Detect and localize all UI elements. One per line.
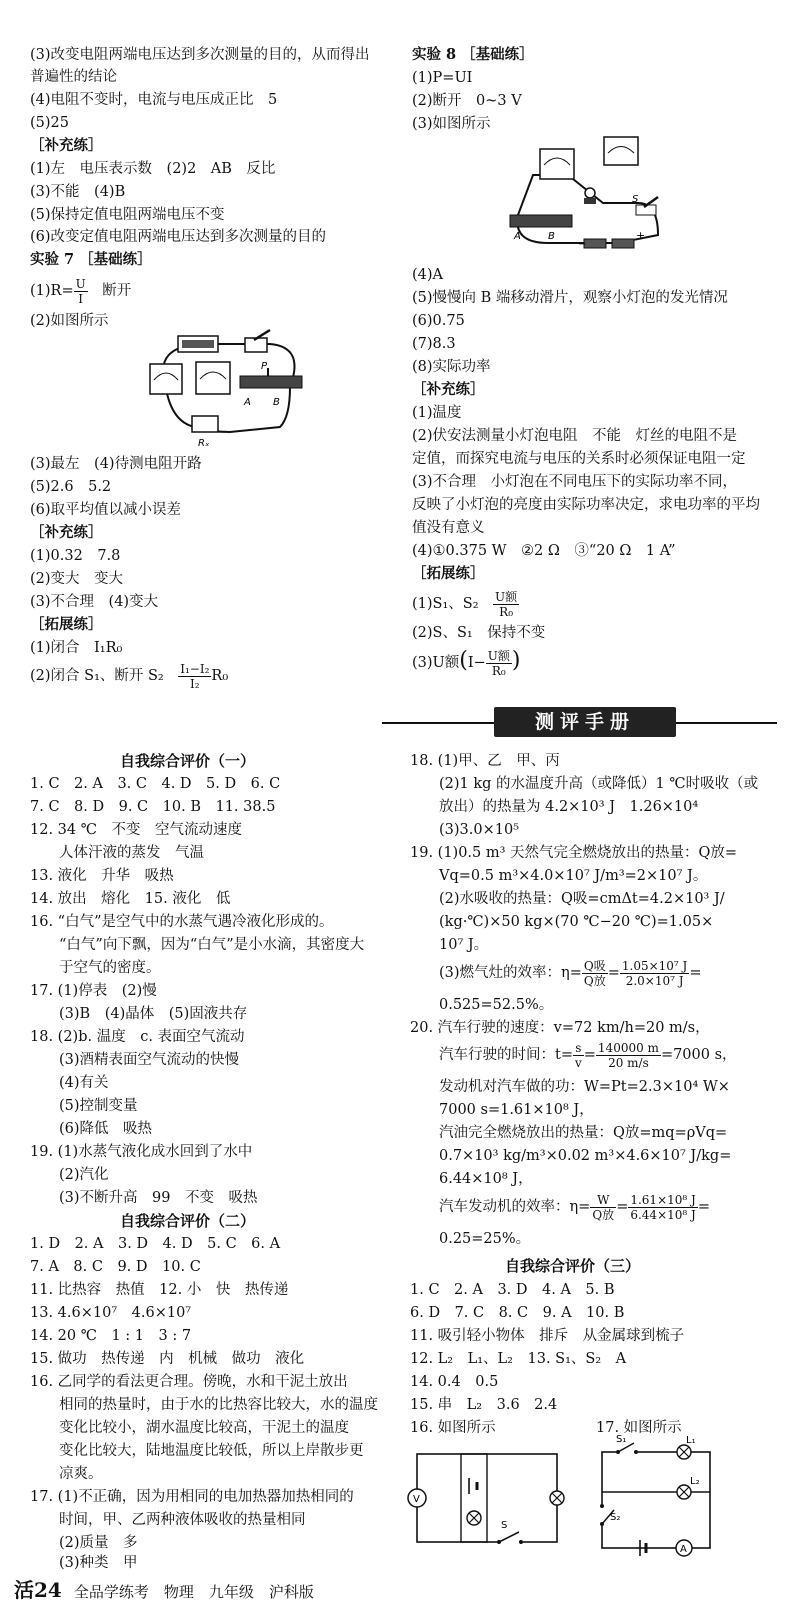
answer-line: 18. (1)甲、乙 甲、丙 <box>410 753 560 769</box>
circuit-figure-exp8 <box>508 135 668 255</box>
svg-text:S: S <box>632 194 639 205</box>
svg-text:B: B <box>548 231 555 242</box>
answer-line: (1)闭合 I₁R₀ <box>30 640 123 656</box>
formula-line: 汽车发动机的效率：η= $\frac{W}{\text{Q放}}$ = $\frac{\text{1.61×10⁸ J}}{\text{6.44×10⁸ J}}$ = <box>410 1192 710 1222</box>
page-number: 活24 <box>14 1578 62 1602</box>
answer-line: 变化比较小，湖水温度比较高，干泥土的温度 <box>30 1420 349 1436</box>
svg-text:L₂: L₂ <box>690 1476 700 1487</box>
answer-line: (kg·℃)×50 kg×(70 ℃−20 ℃)=1.05× <box>410 914 714 930</box>
answer-line: Vq=0.5 m³×4.0×10⁷ J/m³=2×10⁷ J。 <box>410 868 708 884</box>
answer-line: (5)慢慢向 B 端移动滑片，观察小灯泡的发光情况 <box>412 290 728 306</box>
formula-line: (1)R= $\frac{U}{I}$ 断开 <box>30 276 132 306</box>
answer-line: 13. 液化 升华 吸热 <box>30 868 174 884</box>
fraction: $\frac{W}{\text{Q放}}$ <box>592 1192 615 1222</box>
answer-line: (3)最左 (4)待测电阻开路 <box>30 456 202 472</box>
circuit-diagram-16 <box>405 1440 575 1555</box>
answer-line: 19. (1)0.5 m³ 天然气完全燃烧放出的热量：Q放= <box>410 845 738 861</box>
answer-line: (2)变大 变大 <box>30 571 124 587</box>
svg-text:A: A <box>244 397 251 408</box>
eval-title: 自我综合评价（一） <box>120 752 256 770</box>
answer-line: 人体汗液的蒸发 气温 <box>30 845 204 861</box>
answer-line: (3)3.0×10⁵ <box>410 822 520 838</box>
svg-text:S₁: S₁ <box>616 1434 627 1445</box>
answer-line: 13. 4.6×10⁷ 4.6×10⁷ <box>30 1305 192 1321</box>
answer-line: 放出）的热量为 4.2×10³ J 1.26×10⁴ <box>410 799 699 815</box>
page-footer <box>14 1574 314 1603</box>
answer-line: (2)汽化 <box>30 1167 109 1183</box>
experiment-heading: 实验 7 ［基础练］ <box>30 251 152 268</box>
answer-line: (5)控制变量 <box>30 1098 138 1114</box>
answer-line: (4)①0.375 W ②2 Ω ③“20 Ω 1 A” <box>412 543 676 559</box>
fraction: $\frac{\text{U额}}{\text{R₀}}$ <box>487 648 510 678</box>
answer-line: 1. D 2. A 3. D 4. D 5. C 6. A <box>30 1236 281 1252</box>
answer-line: 12. L₂ L₁、L₂ 13. S₁、S₂ A <box>410 1351 627 1367</box>
answer-line: (1)温度 <box>412 405 462 421</box>
answer-line: 15. 做功 热传递 内 机械 做功 液化 <box>30 1351 305 1367</box>
svg-text:S₂: S₂ <box>610 1512 621 1523</box>
answer-line: (1)P=UI <box>412 70 473 86</box>
fraction: $\frac{U}{I}$ <box>75 276 86 306</box>
answer-line: 11. 吸引轻小物体 排斥 从金属球到梳子 <box>410 1328 685 1344</box>
section-tag: ［拓展练］ <box>412 565 485 582</box>
answer-line: (4)A <box>412 267 444 283</box>
answer-line: (2)水吸收的热量：Q吸=cmΔt=4.2×10³ J/ <box>410 891 725 907</box>
formula-line: (3)燃气灶的效率：η= $\frac{\text{Q吸}}{\text{Q放}}$ = $\frac{\text{1.05×10⁷ J}}{\text{2.0×10⁷ J}}$ = <box>410 958 702 988</box>
answer-line: 反映了小灯泡的亮度由实际功率决定，求电功率的平均 <box>412 497 760 513</box>
answer-line: 6.44×10⁸ J， <box>410 1171 533 1187</box>
answer-line: 7. A 8. C 9. D 10. C <box>30 1259 201 1275</box>
answer-line: 16. “白气”是空气中的水蒸气遇冷液化形成的。 <box>30 914 334 930</box>
svg-text:L₁: L₁ <box>686 1435 696 1446</box>
answer-line: (5)2.6 5.2 <box>30 479 112 495</box>
formula-line: (2)闭合 S₁、断开 S₂ $\frac{\text{I₁−I₂}}{\text{I₂}}$ R₀ <box>30 661 229 691</box>
fraction: $\frac{\text{1.61×10⁸ J}}{\text{6.44×10⁸ J}}$ <box>630 1192 696 1222</box>
formula-line: 汽车行驶的时间：t= $\frac{s}{v}$ = $\frac{140000 m}{20 m/s}$ =7000 s， <box>410 1040 737 1070</box>
answer-line: 定值，而探究电流与电压的关系时必须保证电阻一定 <box>412 451 746 467</box>
answer-line: “白气”向下飘，因为“白气”是小水滴，其密度大 <box>30 937 365 953</box>
answer-line: 15. 串 L₂ 3.6 2.4 <box>410 1397 558 1413</box>
answer-line: (4)有关 <box>30 1075 109 1091</box>
answer-line: 14. 0.4 0.5 <box>410 1374 499 1390</box>
answer-line: 于空气的密度。 <box>30 960 161 976</box>
answer-line: 16. 乙同学的看法更合理。傍晚，水和干泥土放出 <box>30 1374 348 1390</box>
answer-line: 11. 比热容 热值 12. 小 快 热传递 <box>30 1282 289 1298</box>
answer-line: 18. (2)b. 温度 c. 表面空气流动 <box>30 1029 245 1045</box>
answer-line: 10⁷ J。 <box>410 937 489 953</box>
svg-text:V: V <box>413 1494 420 1505</box>
section-tag: ［补充练］ <box>30 524 103 541</box>
answer-line: 19. (1)水蒸气液化成水回到了水中 <box>30 1144 253 1160</box>
answer-line: 时间，甲、乙两种液体吸收的热量相同 <box>30 1512 306 1528</box>
answer-line: (6)取平均值以减小误差 <box>30 502 182 518</box>
answer-line: 1. C 2. A 3. D 4. A 5. B <box>410 1282 615 1298</box>
fraction: $\frac{140000 m}{20 m/s}$ <box>597 1040 659 1070</box>
eval-title: 自我综合评价（三） <box>505 1257 641 1275</box>
banner-title: 测评手册 <box>494 707 676 737</box>
answer-line: 1. C 2. A 3. C 4. D 5. D 6. C <box>30 776 281 792</box>
answer-line: (1)0.32 7.8 <box>30 548 121 564</box>
answer-line: (3)酒精表面空气流动的快慢 <box>30 1052 240 1068</box>
answer-line: 7. C 8. D 9. C 10. B 11. 38.5 <box>30 799 276 815</box>
formula-line: (3)U额(I− $\frac{\text{U额}}{\text{R₀}}$ ) <box>412 648 521 678</box>
fraction: $\frac{\text{U额}}{\text{R₀}}$ <box>495 589 518 619</box>
answer-line: (6)改变定值电阻两端电压达到多次测量的目的 <box>30 229 327 245</box>
svg-text:B: B <box>273 397 280 408</box>
section-tag: ［补充练］ <box>412 381 485 398</box>
answer-line: (2)S、S₁ 保持不变 <box>412 625 546 641</box>
answer-line: (3)B (4)晶体 (5)固液共存 <box>30 1006 248 1022</box>
answer-line: (2)质量 多 <box>30 1535 138 1551</box>
svg-text:−: − <box>578 239 587 250</box>
section-banner <box>382 707 777 737</box>
answer-line: (2)伏安法测量小灯泡电阻 不能 灯丝的电阻不是 <box>412 428 738 444</box>
answer-line: 17. (1)不正确，因为用相同的电加热器加热相同的 <box>30 1489 354 1505</box>
answer-line: (1)左 电压表示数 (2)2 AB 反比 <box>30 161 276 177</box>
fraction: $\frac{\text{1.05×10⁷ J}}{\text{2.0×10⁷ J}}$ <box>621 958 688 988</box>
fraction: $\frac{\text{Q吸}}{\text{Q放}}$ <box>583 958 606 988</box>
answer-line: 7000 s=1.61×10⁸ J， <box>410 1102 594 1118</box>
answer-line: (2)断开 0~3 V <box>412 93 522 109</box>
answer-line: 12. 34 ℃ 不变 空气流动速度 <box>30 822 242 838</box>
section-tag: ［补充练］ <box>30 137 103 154</box>
answer-line: 变化比较大，陆地温度比较低，所以上岸散步更 <box>30 1443 364 1459</box>
answer-line: (2)1 kg 的水温度升高（或降低）1 ℃时吸收（或 <box>410 776 759 792</box>
answer-line: 17. (1)停表 (2)慢 <box>30 983 157 999</box>
answer-line: 6. D 7. C 8. C 9. A 10. B <box>410 1305 625 1321</box>
answer-line: 0.525=52.5%。 <box>410 997 554 1013</box>
answer-line: 20. 汽车行驶的速度：v=72 km/h=20 m/s， <box>410 1020 710 1036</box>
answer-line: (3)不能 (4)B <box>30 184 126 200</box>
svg-text:A: A <box>680 1544 687 1555</box>
answer-line: 相同的热量时，由于水的比热容比较大，水的温度 <box>30 1397 378 1413</box>
answer-line: 14. 20 ℃ 1 : 1 3 : 7 <box>30 1328 192 1344</box>
formula-line: (1)S₁、S₂ $\frac{\text{U额}}{\text{R₀}}$ <box>412 589 518 619</box>
svg-text:+: + <box>636 229 646 242</box>
section-tag: ［拓展练］ <box>30 616 103 633</box>
answer-line: 0.25=25%。 <box>410 1231 531 1247</box>
answer-line: 14. 放出 熔化 15. 液化 低 <box>30 891 231 907</box>
svg-text:Rₓ: Rₓ <box>198 438 210 449</box>
svg-text:S: S <box>501 1520 508 1531</box>
answer-line: 普遍性的结论 <box>30 69 117 85</box>
answer-line: (3)改变电阻两端电压达到多次测量的目的，从而得出 <box>30 47 370 63</box>
fraction: $\frac{\text{I₁−I₂}}{\text{I₂}}$ <box>180 661 210 691</box>
answer-line: (3)不断升高 99 不变 吸热 <box>30 1190 258 1206</box>
answer-line: 发动机对汽车做的功：W=Pt=2.3×10⁴ W× <box>410 1079 730 1095</box>
answer-line: (8)实际功率 <box>412 359 491 375</box>
answer-line: 凉爽。 <box>30 1466 103 1482</box>
svg-text:P: P <box>261 361 268 372</box>
answer-line: 汽油完全燃烧放出的热量：Q放=mq=ρVq= <box>410 1125 728 1141</box>
eval-title: 自我综合评价（二） <box>120 1212 256 1230</box>
svg-text:A: A <box>514 231 521 242</box>
answer-line: (6)降低 吸热 <box>30 1121 153 1137</box>
footer-text: 全品学练考 物理 九年级 沪科版 <box>73 1583 314 1601</box>
circuit-diagram-17 <box>580 1434 730 1560</box>
fraction: $\frac{s}{v}$ <box>574 1040 582 1070</box>
answer-line: (7)8.3 <box>412 336 456 352</box>
answer-line: 值没有意义 <box>412 520 485 536</box>
answer-line: 0.7×10³ kg/m³×0.02 m³×4.6×10⁷ J/kg= <box>410 1148 732 1164</box>
answer-line: (6)0.75 <box>412 313 465 329</box>
figure-caption: (2)如图所示 <box>30 313 109 329</box>
circuit-figure-exp7 <box>140 332 310 450</box>
answer-line: (3)不合理 (4)变大 <box>30 594 159 610</box>
figure-caption: 17. 如图所示 <box>596 1420 682 1436</box>
answer-line: (4)电阻不变时，电流与电压成正比 5 <box>30 92 278 108</box>
answer-line: (3)不合理 小灯泡在不同电压下的实际功率不同， <box>412 474 738 490</box>
figure-caption: 16. 如图所示 <box>410 1420 496 1436</box>
answer-line: (5)25 <box>30 115 69 131</box>
answer-line: (5)保持定值电阻两端电压不变 <box>30 207 225 223</box>
experiment-heading: 实验 8 ［基础练］ <box>412 46 534 63</box>
answer-line: (3)种类 甲 <box>30 1555 138 1571</box>
answer-line: (3)如图所示 <box>412 116 491 132</box>
